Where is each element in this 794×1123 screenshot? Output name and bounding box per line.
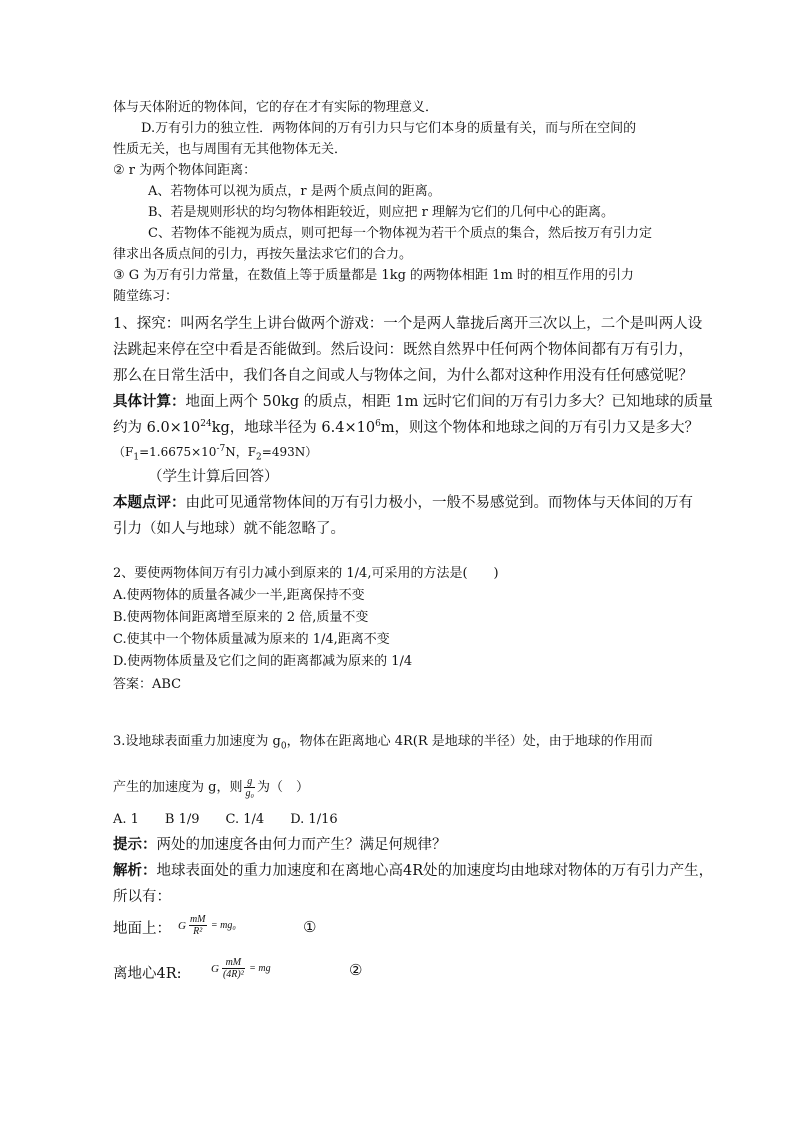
list-item: A、若物体可以视为质点，r 是两个质点间的距离。 — [148, 184, 441, 199]
numerator: mM — [189, 914, 206, 925]
denominator: (4R)² — [222, 969, 244, 980]
calc-text: 地面上两个 50kg 的质点，相距 1m 远时它们间的万有引力多大？已知地球的质量 — [185, 394, 713, 410]
constant-g: G — [178, 919, 186, 932]
equation-1 — [178, 914, 236, 937]
option-item: C.使其中一个物体质量减为原来的 1/4,距离不变 — [113, 632, 390, 647]
exponent: 6 — [375, 419, 381, 430]
question-text: ，物体在距离地心 4R(R 是地球的半径）处，由于地球的作用而 — [286, 734, 653, 749]
subscript: 1 — [133, 452, 140, 463]
denominator: g₀ — [245, 788, 254, 799]
question-line: 2、要使两物体间万有引力减小到原来的 1/4,可采用的方法是( ) — [113, 566, 499, 581]
equation-2 — [211, 957, 271, 980]
section-heading: 随堂练习： — [113, 289, 179, 304]
calc-text: kg，地球半径为 6.4×10 — [211, 420, 376, 436]
paragraph-line: 律求出各质点间的引力，再按矢量法求它们的合力。 — [113, 247, 413, 262]
option-item: D.使两物体质量及它们之间的距离都减为原来的 1/4 — [113, 654, 413, 669]
calc-label: 具体计算： — [113, 393, 186, 410]
paragraph-line: ③ G 为万有引力常量，在数值上等于质量都是 1kg 的两物体相距 1m 时的相互作用的引力 — [113, 268, 634, 283]
fraction — [189, 914, 207, 937]
exponent: 24 — [200, 419, 212, 430]
comment-label: 本题点评： — [113, 494, 186, 511]
equals-sign: = — [249, 962, 256, 974]
comment-line: 引力（如人与地球）就不能忽略了。 — [113, 521, 345, 537]
answer-line — [113, 443, 317, 461]
analysis-line — [113, 860, 713, 882]
calc-line — [113, 391, 713, 413]
fraction — [222, 957, 245, 980]
analysis-label: 解析： — [113, 862, 157, 879]
calc-text: 约为 6.0×10 — [113, 420, 201, 436]
subscript: 0 — [280, 741, 287, 752]
exponent: -7 — [216, 444, 226, 454]
analysis-line: 所以有： — [113, 889, 171, 905]
question-line — [113, 733, 653, 751]
circled-number-1: ① — [303, 918, 317, 936]
list-item: C、若物体不能视为质点，则可把每一个物体视为若干个质点的集合，然后按万有引力定 — [148, 226, 652, 241]
rhs: mg — [258, 962, 271, 974]
option-item: A.使两物体的质量各减少一半,距离保持不变 — [113, 588, 365, 603]
equation-label: 地面上： — [113, 921, 171, 937]
hint-label: 提示： — [113, 836, 157, 853]
option-item: B.使两物体间距离增至原来的 2 倍,质量不变 — [113, 610, 369, 625]
hint-line — [113, 834, 447, 856]
analysis-text: 地球表面处的重力加速度和在离地心高4R处的加速度均由地球对物体的万有引力产生， — [156, 863, 714, 879]
question-text: 为（ ） — [256, 780, 309, 795]
equals-sign: = — [211, 919, 218, 931]
subscript: 2 — [256, 452, 262, 463]
paragraph-line: 体与天体附近的物体间，它的存在才有实际的物理意义． — [113, 100, 439, 115]
numerator: mM — [222, 957, 245, 969]
formula — [211, 957, 271, 980]
hint-text: 两处的加速度各由何力而产生？满足何规律？ — [156, 837, 447, 853]
constant-g: G — [211, 962, 219, 975]
fraction — [244, 776, 254, 799]
rhs: mg₀ — [220, 919, 236, 931]
paragraph-line: ② r 为两个物体间距离： — [113, 163, 257, 178]
paragraph-line: 性质无关，也与周围有无其他物体无关． — [113, 142, 348, 157]
list-item: B、若是规则形状的均匀物体相距较近，则应把 r 理解为它们的几何中心的距离。 — [148, 205, 615, 220]
question-line: 法跳起来停在空中看是否能做到。然后设问：既然自然界中任何两个物体间都有万有引力， — [113, 342, 693, 358]
paragraph-line: D.万有引力的独立性．两物体间的万有引力只与它们本身的质量有关，而与所在空间的 — [141, 121, 637, 136]
comment-line — [113, 492, 693, 514]
question-text: 产生的加速度为 g，则 — [113, 780, 243, 795]
calc-text: m，则这个物体和地球之间的万有引力又是多大？ — [380, 420, 700, 436]
question-text: 3.设地球表面重力加速度为 g — [113, 734, 281, 749]
answer-text: （F — [113, 445, 134, 459]
student-note: （学生计算后回答） — [148, 469, 279, 485]
options-line: A. 1 B 1/9 C. 1/4 D. 1/16 — [113, 812, 338, 827]
calc-line — [113, 417, 699, 439]
answer-text: N，F — [225, 445, 257, 459]
numerator: g — [244, 776, 254, 788]
answer-text: =493N） — [261, 445, 318, 459]
circled-number-2: ② — [349, 961, 363, 979]
formula — [178, 914, 236, 937]
question-line — [113, 776, 309, 799]
comment-text: 由此可见通常物体间的万有引力极小，一般不易感觉到。而物体与天体间的万有 — [185, 495, 693, 511]
answer-text: =1.6675×10 — [139, 445, 217, 459]
answer-line: 答案：ABC — [113, 677, 182, 692]
question-line: 1、探究：叫两名学生上讲台做两个游戏：一个是两人靠拢后离开三次以上，二个是叫两人设 — [113, 316, 703, 332]
question-line: 那么在日常生活中，我们各自之间或人与物体之间，为什么都对这种作用没有任何感觉呢？ — [113, 368, 693, 384]
denominator: R² — [193, 926, 203, 937]
equation-label: 离地心4R: — [113, 966, 182, 982]
